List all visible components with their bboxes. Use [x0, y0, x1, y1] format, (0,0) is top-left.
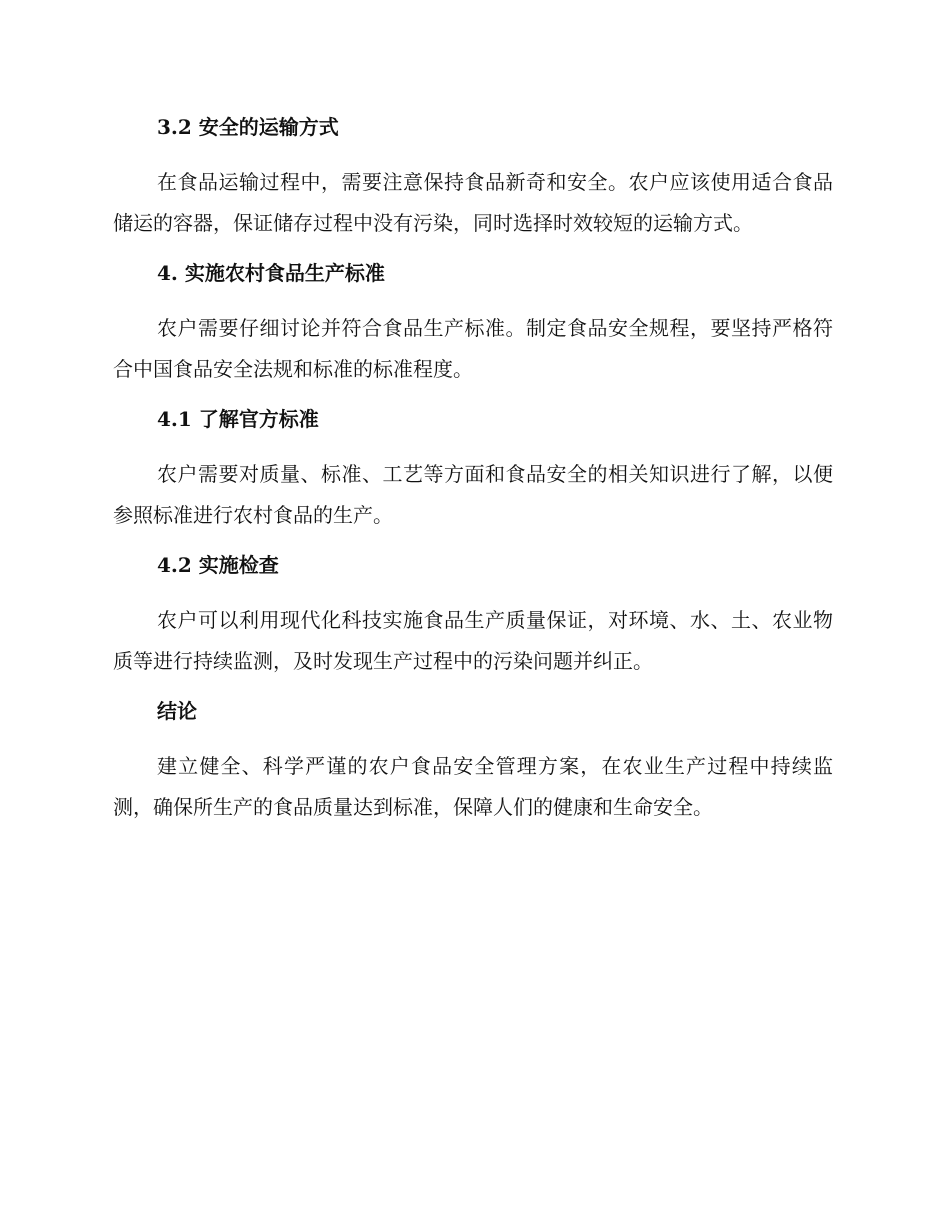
- section-heading-conclusion: 结论: [157, 699, 197, 723]
- section-heading-4-1: 4.1 了解官方标准: [157, 407, 319, 431]
- section-paragraph-4: 农户需要仔细讨论并符合食品生产标准。制定食品安全规程，要坚持严格符合中国食品安全法规和标准的标准程度。: [113, 316, 833, 381]
- section-heading-4-2: 4.2 实施检查: [157, 553, 279, 577]
- section-paragraph-4-1: 农户需要对质量、标准、工艺等方面和食品安全的相关知识进行了解，以便参照标准进行农村食品的生产。: [113, 462, 833, 527]
- document-body: [113, 110, 833, 840]
- section-paragraph-conclusion: 建立健全、科学严谨的农户食品安全管理方案，在农业生产过程中持续监测，确保所生产的食品质量达到标准，保障人们的健康和生命安全。: [113, 754, 833, 819]
- section-heading-4: 4. 实施农村食品生产标准: [157, 261, 385, 285]
- section-paragraph-3-2: 在食品运输过程中，需要注意保持食品新奇和安全。农户应该使用适合食品储运的容器，保证储存过程中没有污染，同时选择时效较短的运输方式。: [113, 170, 833, 235]
- section-paragraph-4-2: 农户可以利用现代化科技实施食品生产质量保证，对环境、水、土、农业物质等进行持续监测，及时发现生产过程中的污染问题并纠正。: [113, 608, 833, 673]
- section-heading-3-2: 3.2 安全的运输方式: [157, 115, 339, 139]
